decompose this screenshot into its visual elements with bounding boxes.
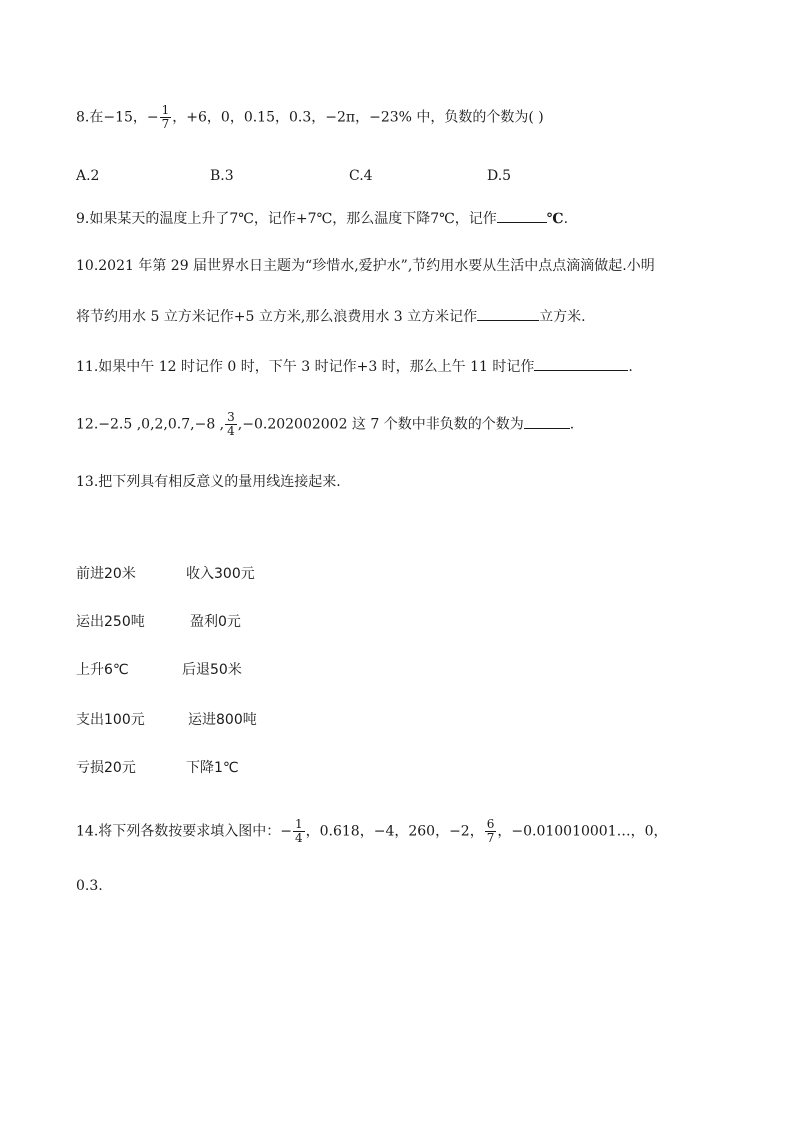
- q12-end: .: [569, 416, 575, 433]
- q14-frac2-den: 7: [486, 831, 495, 845]
- q8-prefix: 8.在−15，: [76, 109, 147, 126]
- question-14-line-2: 0.3.: [76, 878, 103, 894]
- q13-left-item: 运出250吨: [76, 614, 145, 630]
- q13-left-item: 支出100元: [76, 712, 145, 728]
- q14-middle: ，0.618，−4，260，−2，: [305, 823, 484, 840]
- q14-frac1-num: 1: [295, 817, 303, 831]
- question-9: [76, 208, 568, 229]
- q14-fraction-2: [485, 818, 497, 845]
- q8-fraction: [160, 104, 172, 131]
- q9-unit: ℃: [546, 211, 564, 227]
- q13-left-item: 前进20米: [76, 566, 136, 582]
- q9-answer-blank[interactable]: [497, 208, 547, 223]
- q8-minus: −: [146, 109, 159, 126]
- question-14: [76, 818, 668, 845]
- q14-suffix: ，−0.010010001…，0，: [497, 823, 668, 840]
- q13-left-item: 亏损20元: [76, 760, 136, 776]
- q8-frac-den: 7: [161, 117, 170, 131]
- q14-fraction-1: [293, 818, 305, 845]
- question-10-line-1: 10.2021 年第 29 届世界水日主题为“珍惜水,爱护水”,节约用水要从生活中点点滴滴做起.小明: [76, 258, 655, 274]
- q8-option-d: D.5: [487, 168, 512, 184]
- question-8: [76, 104, 544, 131]
- q14-frac1-den: 4: [295, 831, 303, 845]
- q12-frac-num: 3: [227, 410, 235, 424]
- question-12: [76, 411, 574, 438]
- q9-end: .: [563, 211, 569, 227]
- q12-frac-den: 4: [227, 424, 235, 438]
- question-11: [76, 356, 633, 377]
- q12-suffix: ,−0.202002002 这 7 个数中非负数的个数为: [237, 416, 524, 433]
- q11-end: .: [628, 359, 633, 375]
- q13-right-item: 后退50米: [182, 662, 242, 678]
- question-10-line-2: [76, 306, 586, 327]
- q14-minus: −: [280, 823, 292, 840]
- q10-answer-blank[interactable]: [477, 306, 539, 321]
- q11-answer-blank[interactable]: [534, 356, 628, 371]
- q13-right-item: 下降1℃: [186, 760, 239, 776]
- q8-option-c: C.4: [349, 168, 373, 184]
- q8-frac-num: 1: [161, 103, 170, 117]
- q13-right-item: 盈利0元: [190, 614, 241, 630]
- q13-left-item: 上升6℃: [76, 662, 129, 678]
- q14-prefix: 14.将下列各数按要求填入图中：: [76, 823, 281, 840]
- q8-option-b: B.3: [210, 168, 234, 184]
- q9-text: 9.如果某天的温度上升了7℃，记作+7℃，那么温度下降7℃，记作: [76, 211, 497, 227]
- q12-answer-blank[interactable]: [524, 414, 570, 429]
- q12-prefix: 12.−2.5 ,0,2,0.7,−8 ,: [76, 416, 225, 433]
- q13-right-item: 运进800吨: [188, 712, 257, 728]
- question-13: 13.把下列具有相反意义的量用线连接起来.: [76, 474, 341, 490]
- q8-option-a: A.2: [76, 168, 100, 184]
- q10-line2-end: 立方米.: [539, 309, 586, 325]
- q13-right-item: 收入300元: [186, 566, 255, 582]
- q14-frac2-num: 6: [486, 817, 495, 831]
- q8-suffix: ，+6，0，0.15，0.3，−2π，−23% 中，负数的个数为( ): [172, 109, 544, 126]
- q11-text: 11.如果中午 12 时记作 0 时，下午 3 时记作+3 时，那么上午 11 时记作: [76, 359, 535, 375]
- q10-line2-text: 将节约用水 5 立方米记作+5 立方米,那么浪费用水 3 立方米记作: [76, 309, 478, 325]
- q12-fraction: [225, 411, 237, 438]
